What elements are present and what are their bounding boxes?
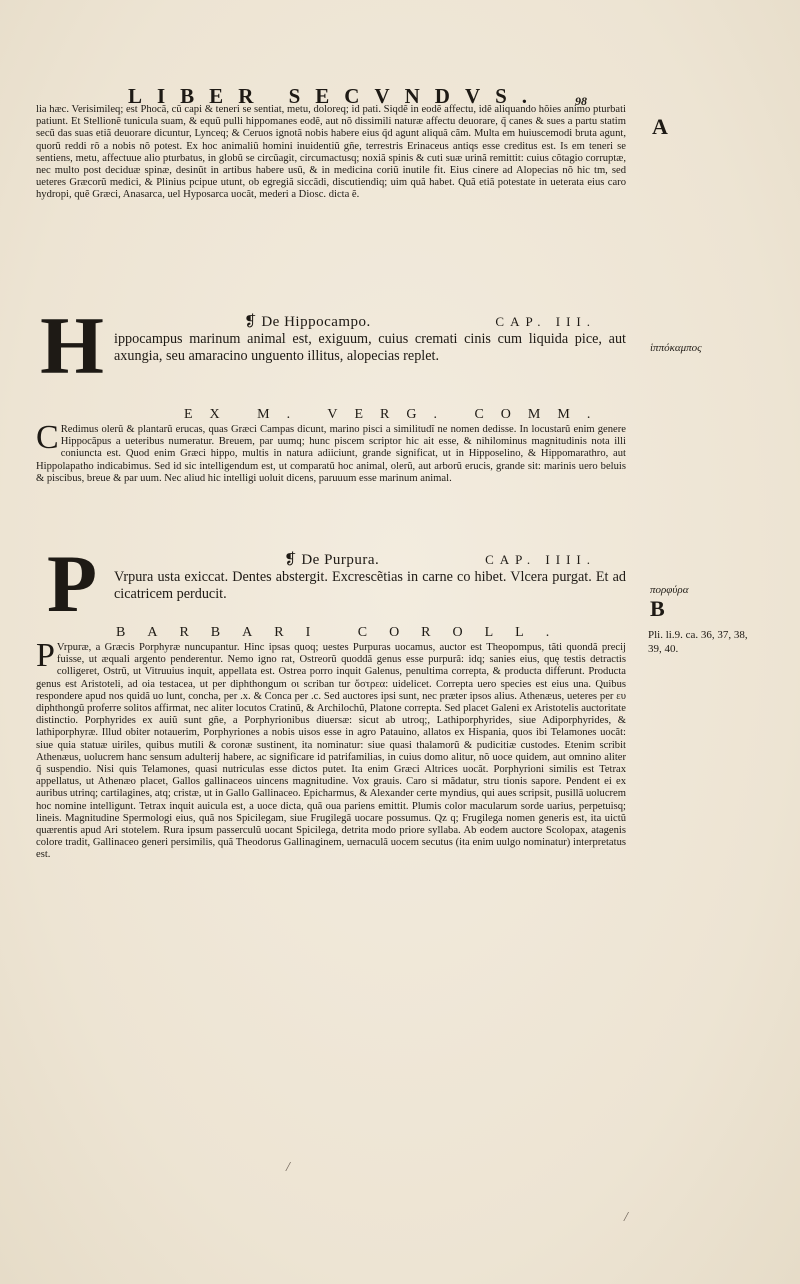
margin-pliny-reference: Pli. li.9. ca. 36, 37, 38, 39, 40.: [648, 629, 748, 655]
chapter-3-title: ❡ De Hippocampo.: [244, 314, 371, 330]
margin-greek-hippocampus: ἱππόκαμπος: [650, 342, 702, 354]
folio-number: 98: [575, 94, 587, 108]
commentary-vergilius-initial: C: [36, 419, 59, 456]
running-head: LIBER SECVNDVS.: [128, 84, 543, 108]
chapter-3-number: CAP. III.: [495, 314, 596, 329]
chapter-4-text: Vrpura usta exiccat. Dentes abstergit. Excrescẽtias in carne co hibet. Vlcera purgat. Et ad cicatricem perducit.: [114, 569, 626, 602]
commentary-barbarus: [36, 624, 626, 862]
opening-paragraph-block: [36, 104, 626, 202]
ink-stroke-mark: /: [624, 1210, 628, 1225]
chapter-4-number: CAP. IIII.: [485, 552, 596, 567]
commentary-vergilius-text: Redimus olerũ & plantarũ erucas, quas Græci Campas dicunt, marino pisci a similitudĩ ne nomen dedisse. In locustarũ enim genere Hippocãpus a ueteribus numeratur. Breuem, par uumq; hunc piscem scriptor hic ait esse, & nihilominus magnitudinis nota illi coniuncta est. Quod enim Græci hippo, multis in natura adiiciunt, grande significat, ut in Hipposelino, & Hippomarathro, aut Hippolapatho indicabimus. Sed id sic intelligendum est, ut comparatũ hoc animal, olerũ, aut arborũ erucis, grande sit: marinis uero beluis & piscibus, breue & par uum. Nec aliud hic intelligi uoluit dicens, paruuum esse marinum animal.: [36, 424, 626, 484]
margin-letter-a: A: [652, 114, 668, 139]
commentary-vergilius: [36, 406, 626, 485]
chapter-4-heading: [114, 551, 626, 569]
commentary-barbarus-heading: BARBARI COROLL.: [116, 625, 572, 640]
ink-stroke-mark: /: [286, 1160, 290, 1175]
chapter-3-drop-cap: H: [40, 300, 104, 391]
opening-paragraph: lia hæc. Verisimileq; est Phocã, cũ capi & teneri se sentiat, metu, doloreq; id pati. Siqdẽ in eodẽ affectu, idẽ aliquando hõies animo pturbati patiunt. Et Stellionẽ tunicula suam, & equũ pulli hippomanes eodẽ, aut nõ dissimili naturæ affectu deuorare, q̃ canes & sues a partu statim secũ das suas etiã deuorare dicuntur, Lynceq; & Ceruos ignotã nobis habere eius q̃d agunt aliquã cãm. Multa em huiuscemodi bruta agunt, quorũ reddi rõ a nobis nõ potest. Ex hoc animaliũ homini inuidentiũ gñe, terrestris Erinaceus antiqs esse creditus est. Is em teneri se sentiens, metu, affectuue alio pturbatus, in globũ se circũagit, circumactusq; noxiã spinis & cuti suæ urinã remittit: cuius cõtagio corruptæ, nec multo post deciduæ spinæ, desinũt in artibus habere usũ, & in medicina coriũ inutile fit. Eius cinere ad Alopecias nõ hic tm, sed ueteres Græcorũ medici, & Plinius pcipue utunt, ob egregiã siccãdi, discutiendiq; uim quã habet. Quã etiã potestate in ueterata eius caro hydropi, quẽ Græci, Anasarca, uel Hyposarca uocãt, mederi a Diosc. dicta ẽ.: [36, 104, 626, 201]
margin-greek-porphyra: πορφύρα: [650, 584, 689, 596]
chapter-4-drop-cap: P: [46, 538, 98, 629]
margin-letter-b: B: [650, 596, 665, 621]
chapter-3: [36, 300, 626, 391]
commentary-vergilius-heading: EX M. VERG. COMM.: [184, 407, 608, 422]
chapter-4-title: ❡ De Purpura.: [284, 552, 380, 568]
commentary-barbarus-initial: P: [36, 637, 55, 674]
chapter-4: [36, 538, 626, 629]
chapter-3-text: ippocampus marinum animal est, exiguum, cuius cremati cinis cum liquida pice, aut axungia, seu amaracino unguento illitus, alopecias replet.: [114, 331, 626, 364]
chapter-3-heading: [114, 313, 626, 331]
commentary-barbarus-text: Vrpuræ, a Græcis Porphyræ nuncupantur. Hinc ipsas quoq; uestes Purpuras uocamus, auctor est Theopompus, tãti quondã precij fuisse, ut æquali argento penderentur. Nemo igno rat, Ostreorũ quoddã genus esse purpurã: idq; sanies eius, quę testis detractis colligeret, Ostrũ, ut Vitruuius inquit, appellata est. Ostrea porro inquit Galenus, penultima correpta, & producta differunt. Producta genus est Aristoteli, ad oia testacea, ut per diphthongum οι scriban tur ὄστρεα: uidelicet. Correpta uero species est eius una. Quibus respondere apud nos quidã uo lunt, concha, per .x. & Conca per .c. Sed auctores ipsi sunt, nec præter ipsos alius. Athenæus, ueteres per ευ diphthongũ proferre solitos affirmat, nec aliter locutos Cratinũ, & Archilochũ, Platone correpta. Sed placet Galeni ex Aristotelis auctoritate distinctio. Porphyrides ex auiũ sunt gñe, a Porphyrionibus diuersæ: sicut ab utroq;, Lathiporphyrides, siue Adiporphyrides, & lathiporphyræ. Illud obiter notauerim, Porphyriones a nobis uisos esse in agro Patauino, allatos ex Hispania, quos ibi Telamones uocãt: siue quia statuæ uiriles, quibus mutili & coronæ sustinent, ita nominatur: siue quasi thalamorũ & pudicitiæ custodes. Etenim scribit Athenæus, uolucrem hanc sensum adulterij habere, ac significare id patrifamilias, in cuius domo alitur, nõ uoce quidem, aut omnino aliter q̃ suspendio. Nisi quis Telamones, quasi nutriculas esse dictos putet. Ita enim Græci Altrices uocãt. Porphyrioni similis est Tetrax appellatus, ut Athenæo placet, Gallos gallinaceos uincens magnitudine. Vox grauis. Caro si mãdatur, stru tionis sapore. Pendent ei ex auribus utrinq; cartilagines, atq; cristæ, ut in Gallo Gallinaceo. Epicharmus, & Alexander certe myndius, qui aues scripsit, pusillã uolucrem hoc nomine intelligunt. Tetrax inquit auicula est, a uoce dicta, quã oua pariens emittit. Plumis color macularum sorde uarius, perpetuisq; lineis. Magnitudine Spermologi eius, quã nos Spicilegam, siue Frugilegã uocare possumus. Qz q; Frugilega nomen generis est, ita uictũ quærentis apud Ari stotelem. Rura ipsum passerculũ uocant Spicilega, detrita modo priore syllaba. Ab eodem auctore Scolopax, atagenis colore tradit, Gallinaceo generi persimilis, quã Theodorus Gallinaginem, uernaculã uocem secutus (ita enim uulgo nominatur) interpretatus est.: [36, 642, 626, 861]
